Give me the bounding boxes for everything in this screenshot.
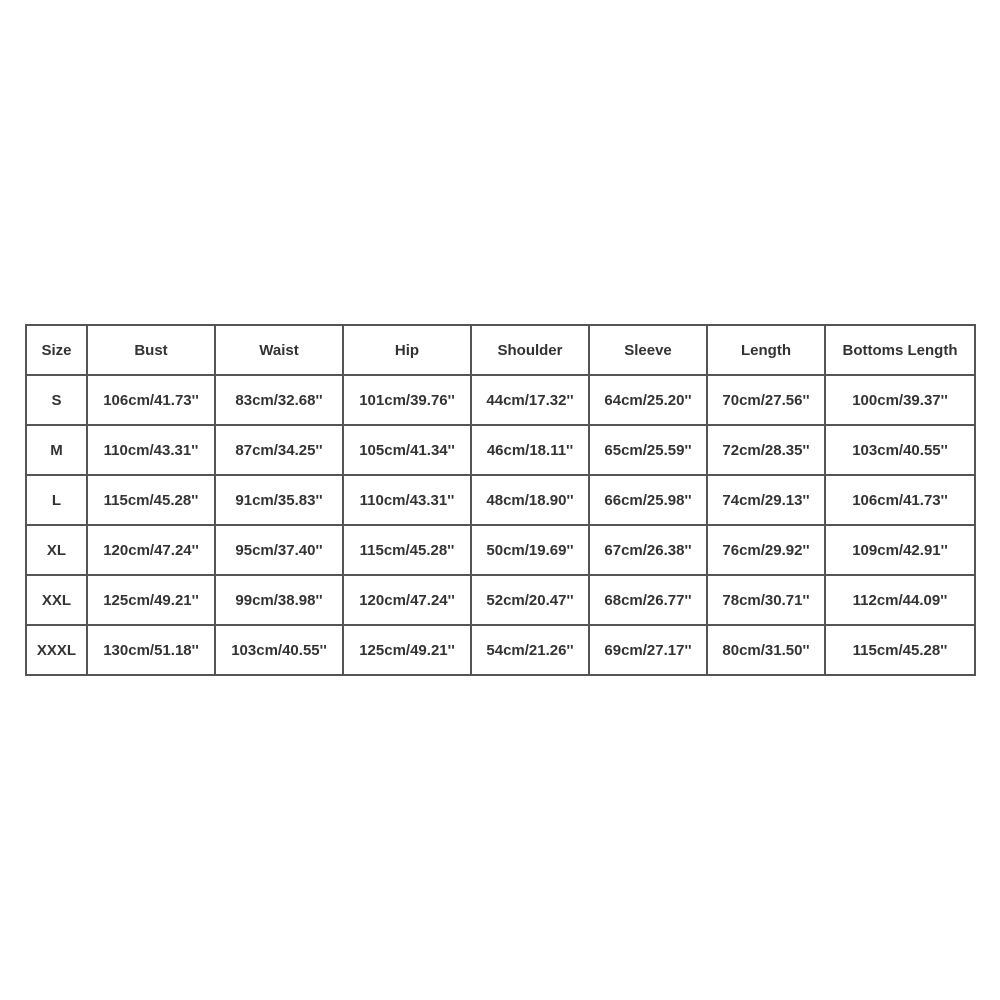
waist-cell: 95cm/37.40'' (215, 525, 343, 575)
waist-cell: 83cm/32.68'' (215, 375, 343, 425)
size-cell: M (26, 425, 87, 475)
sleeve-cell: 67cm/26.38'' (589, 525, 707, 575)
hip-cell: 125cm/49.21'' (343, 625, 471, 675)
shoulder-cell: 44cm/17.32'' (471, 375, 589, 425)
header-cell-waist: Waist (215, 325, 343, 375)
sleeve-cell: 69cm/27.17'' (589, 625, 707, 675)
bust-cell: 106cm/41.73'' (87, 375, 215, 425)
waist-cell: 99cm/38.98'' (215, 575, 343, 625)
waist-cell: 103cm/40.55'' (215, 625, 343, 675)
hip-cell: 115cm/45.28'' (343, 525, 471, 575)
size-cell: L (26, 475, 87, 525)
header-cell-bottoms-length: Bottoms Length (825, 325, 975, 375)
table-row (26, 425, 975, 475)
length-cell: 72cm/28.35'' (707, 425, 825, 475)
sleeve-cell: 68cm/26.77'' (589, 575, 707, 625)
header-cell-size: Size (26, 325, 87, 375)
hip-cell: 110cm/43.31'' (343, 475, 471, 525)
length-cell: 78cm/30.71'' (707, 575, 825, 625)
bust-cell: 110cm/43.31'' (87, 425, 215, 475)
shoulder-cell: 46cm/18.11'' (471, 425, 589, 475)
length-cell: 74cm/29.13'' (707, 475, 825, 525)
bottoms-length-cell: 115cm/45.28'' (825, 625, 975, 675)
shoulder-cell: 52cm/20.47'' (471, 575, 589, 625)
size-cell: XXXL (26, 625, 87, 675)
shoulder-cell: 48cm/18.90'' (471, 475, 589, 525)
table-row (26, 375, 975, 425)
waist-cell: 91cm/35.83'' (215, 475, 343, 525)
bust-cell: 120cm/47.24'' (87, 525, 215, 575)
length-cell: 70cm/27.56'' (707, 375, 825, 425)
bottoms-length-cell: 109cm/42.91'' (825, 525, 975, 575)
header-cell-bust: Bust (87, 325, 215, 375)
bust-cell: 125cm/49.21'' (87, 575, 215, 625)
hip-cell: 105cm/41.34'' (343, 425, 471, 475)
table-row (26, 625, 975, 675)
sleeve-cell: 64cm/25.20'' (589, 375, 707, 425)
header-cell-shoulder: Shoulder (471, 325, 589, 375)
header-row (26, 325, 975, 375)
shoulder-cell: 50cm/19.69'' (471, 525, 589, 575)
size-chart-table (25, 324, 976, 676)
header-cell-hip: Hip (343, 325, 471, 375)
length-cell: 80cm/31.50'' (707, 625, 825, 675)
bottoms-length-cell: 103cm/40.55'' (825, 425, 975, 475)
table-row (26, 475, 975, 525)
sleeve-cell: 66cm/25.98'' (589, 475, 707, 525)
size-cell: S (26, 375, 87, 425)
bust-cell: 115cm/45.28'' (87, 475, 215, 525)
bottoms-length-cell: 112cm/44.09'' (825, 575, 975, 625)
size-cell: XXL (26, 575, 87, 625)
hip-cell: 101cm/39.76'' (343, 375, 471, 425)
bust-cell: 130cm/51.18'' (87, 625, 215, 675)
length-cell: 76cm/29.92'' (707, 525, 825, 575)
header-cell-length: Length (707, 325, 825, 375)
size-cell: XL (26, 525, 87, 575)
table-row (26, 575, 975, 625)
header-cell-sleeve: Sleeve (589, 325, 707, 375)
bottoms-length-cell: 106cm/41.73'' (825, 475, 975, 525)
table-row (26, 525, 975, 575)
waist-cell: 87cm/34.25'' (215, 425, 343, 475)
hip-cell: 120cm/47.24'' (343, 575, 471, 625)
shoulder-cell: 54cm/21.26'' (471, 625, 589, 675)
sleeve-cell: 65cm/25.59'' (589, 425, 707, 475)
bottoms-length-cell: 100cm/39.37'' (825, 375, 975, 425)
